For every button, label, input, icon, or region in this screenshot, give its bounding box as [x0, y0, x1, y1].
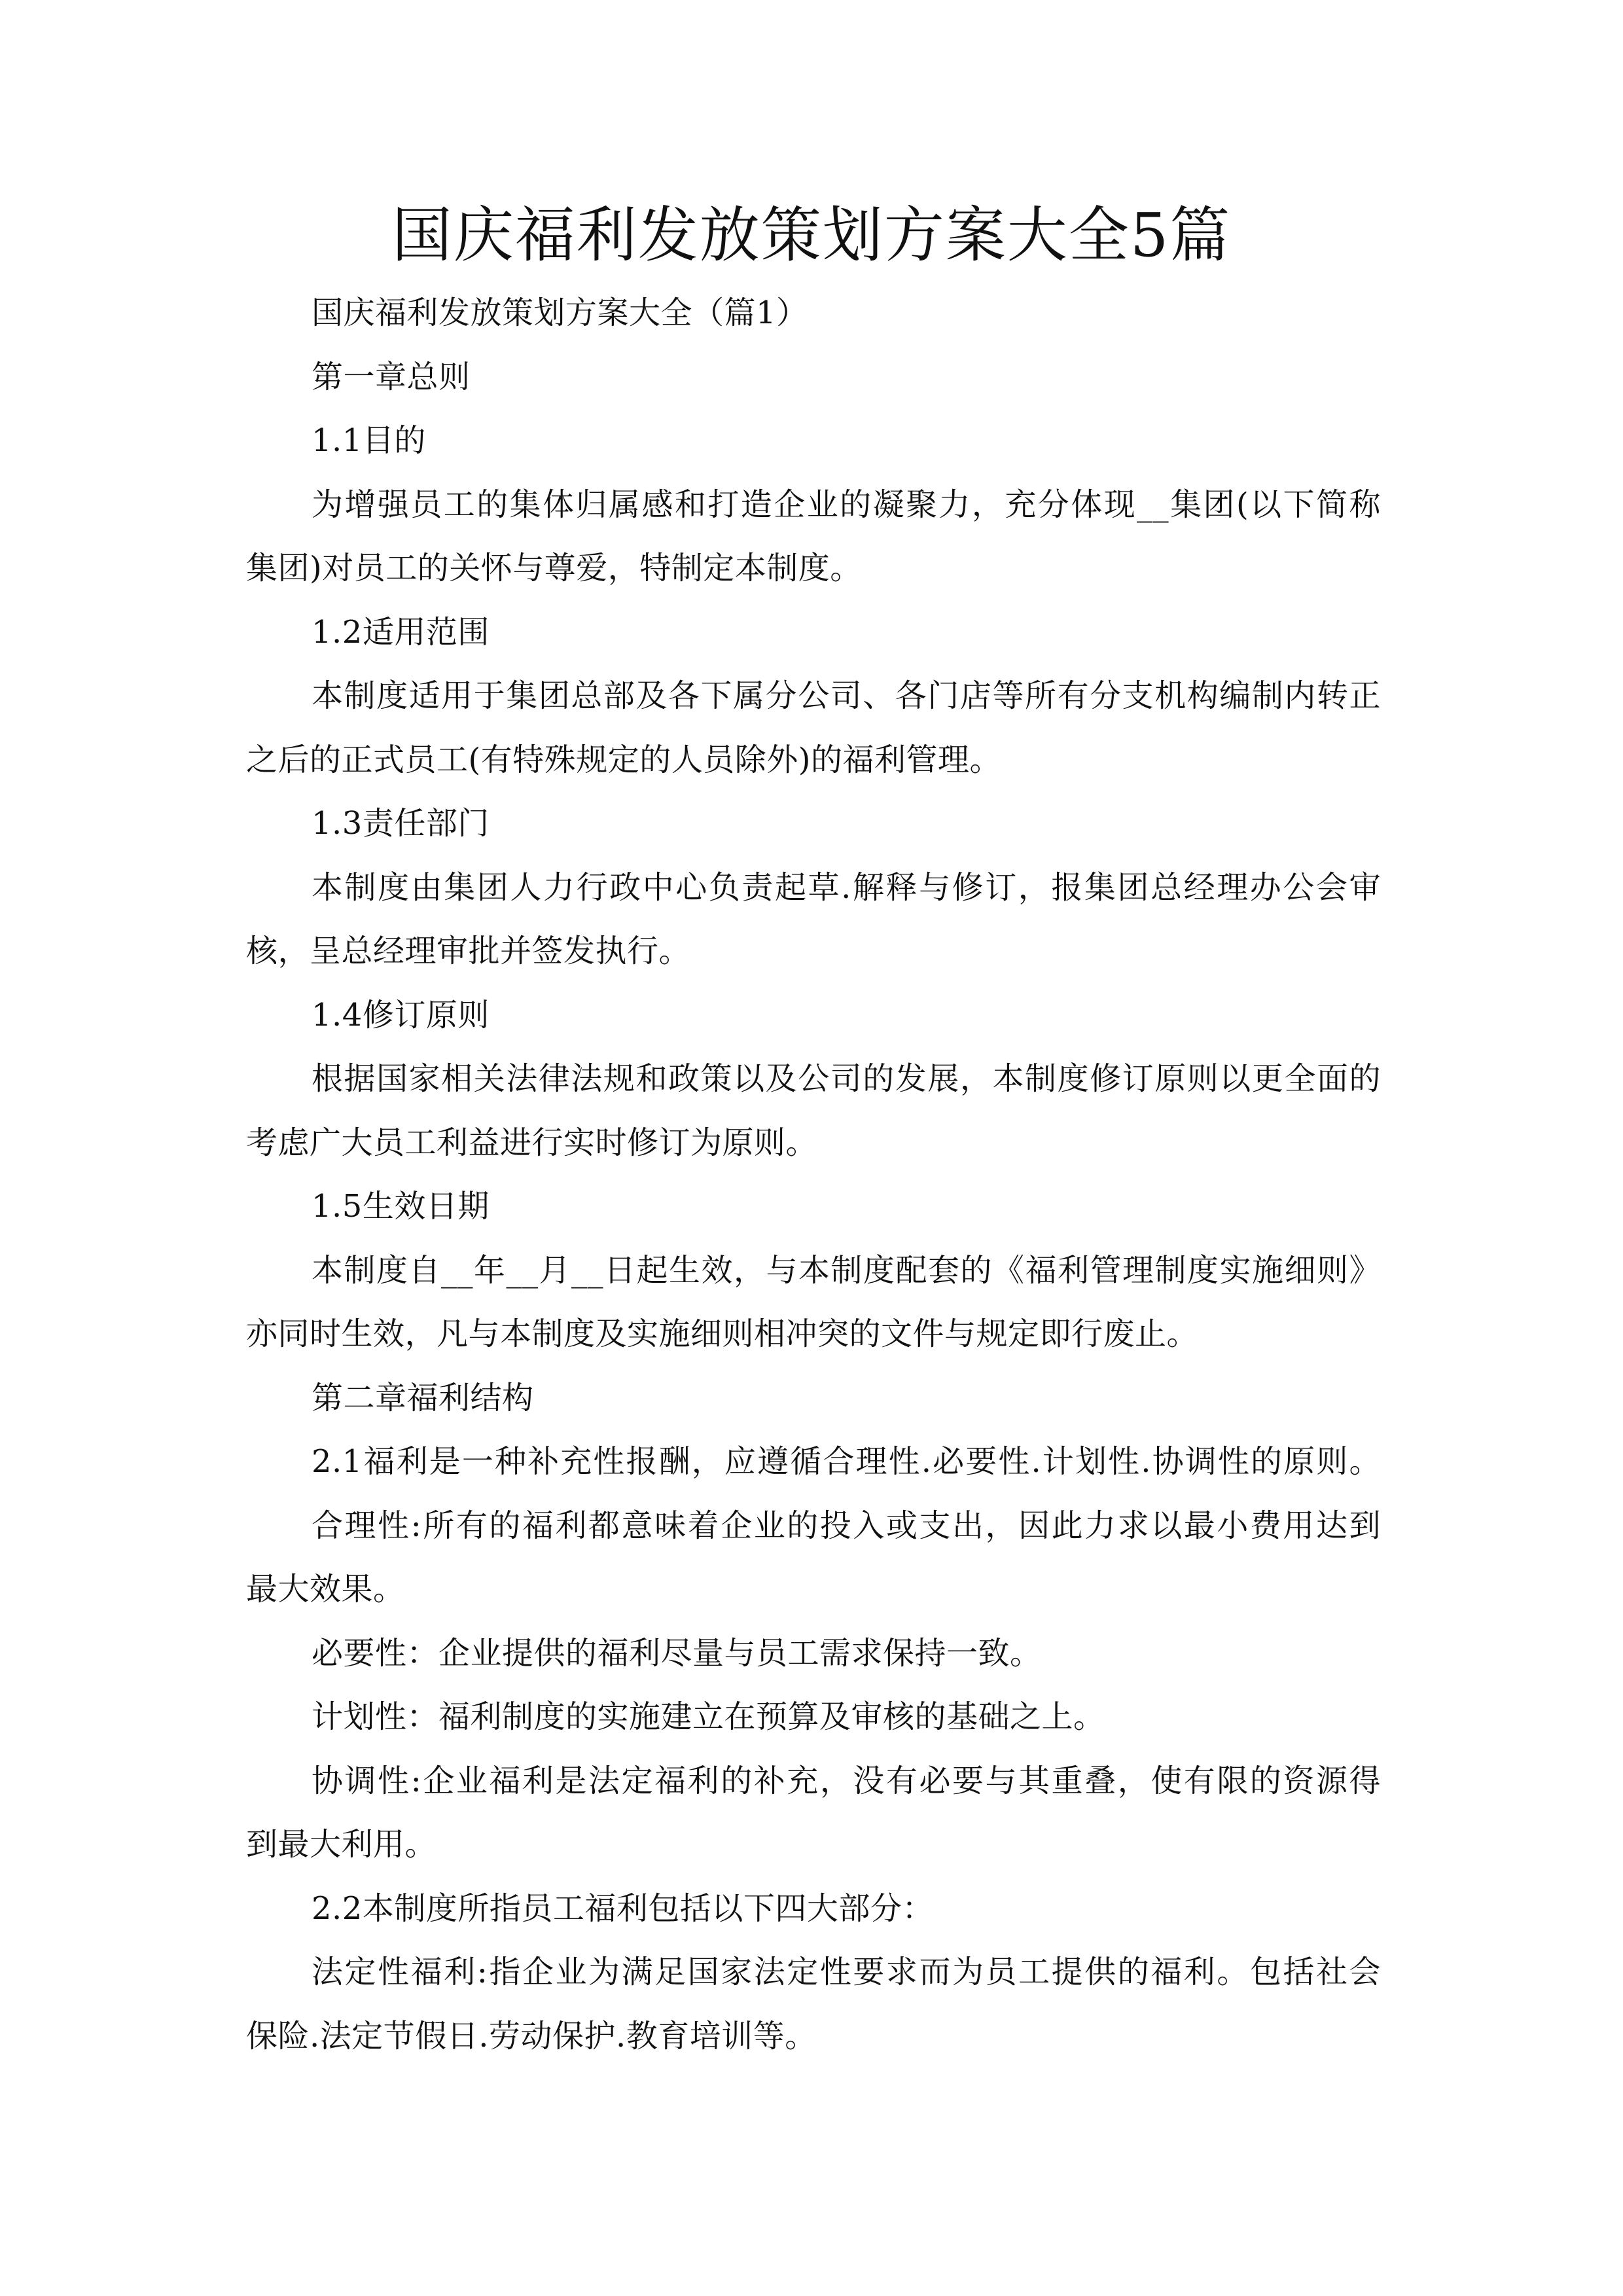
- paragraph-line: 协调性:企业福利是法定福利的补充，没有必要与其重叠，使有限的资源得: [312, 1762, 1381, 1799]
- document-title: 国庆福利发放策划方案大全5篇: [391, 200, 1232, 270]
- paragraph-line: 1.4修订原则: [312, 996, 490, 1033]
- paragraph-line: 1.5生效日期: [312, 1188, 490, 1225]
- document-body: [246, 281, 1381, 2068]
- paragraph-line: 国庆福利发放策划方案大全（篇1）: [312, 295, 808, 331]
- paragraph-line: 核，呈总经理审批并签发执行。: [246, 933, 691, 969]
- paragraph-line: 1.1目的: [312, 422, 426, 459]
- paragraph-line: 必要性：企业提供的福利尽量与员工需求保持一致。: [312, 1634, 1042, 1672]
- paragraph-line: 为增强员工的集体归属感和打造企业的凝聚力，充分体现__集团(以下简称: [312, 486, 1381, 523]
- paragraph-line: 第二章福利结构: [312, 1379, 534, 1416]
- paragraph-line: 根据国家相关法律法规和政策以及公司的发展，本制度修订原则以更全面的: [312, 1060, 1381, 1097]
- paragraph-line: 本制度适用于集团总部及各下属分公司、各门店等所有分支机构编制内转正: [312, 677, 1381, 714]
- paragraph-line: 本制度由集团人力行政中心负责起草.解释与修订，报集团总经理办公会审: [312, 869, 1381, 906]
- paragraph-line: 集团)对员工的关怀与尊爱，特制定本制度。: [246, 550, 862, 586]
- paragraph-line: 2.1福利是一种补充性报酬，应遵循合理性.必要性.计划性.协调性的原则。: [312, 1443, 1381, 1480]
- paragraph-line: 法定性福利:指企业为满足国家法定性要求而为员工提供的福利。包括社会: [312, 1954, 1381, 1990]
- paragraph-line: 1.3责任部门: [312, 805, 490, 842]
- paragraph-line: 最大效果。: [246, 1571, 405, 1607]
- paragraph-line: 之后的正式员工(有特殊规定的人员除外)的福利管理。: [246, 741, 1001, 778]
- paragraph-line: 1.2适用范围: [312, 613, 490, 651]
- paragraph-line: 考虑广大员工利益进行实时修订为原则。: [246, 1124, 818, 1161]
- paragraph-line: 本制度自__年__月__日起生效，与本制度配套的《福利管理制度实施细则》: [312, 1251, 1381, 1289]
- paragraph-line: 保险.法定节假日.劳动保护.教育培训等。: [246, 2017, 817, 2054]
- paragraph-line: 合理性:所有的福利都意味着企业的投入或支出，因此力求以最小费用达到: [312, 1507, 1381, 1544]
- paragraph-line: 亦同时生效，凡与本制度及实施细则相冲突的文件与规定即行废止。: [246, 1316, 1199, 1352]
- paragraph-line: 到最大利用。: [246, 1826, 437, 1863]
- paragraph-line: 计划性：福利制度的实施建立在预算及审核的基础之上。: [312, 1698, 1105, 1735]
- paragraph-line: 2.2本制度所指员工福利包括以下四大部分：: [312, 1890, 934, 1927]
- paragraph-line: 第一章总则: [312, 358, 471, 395]
